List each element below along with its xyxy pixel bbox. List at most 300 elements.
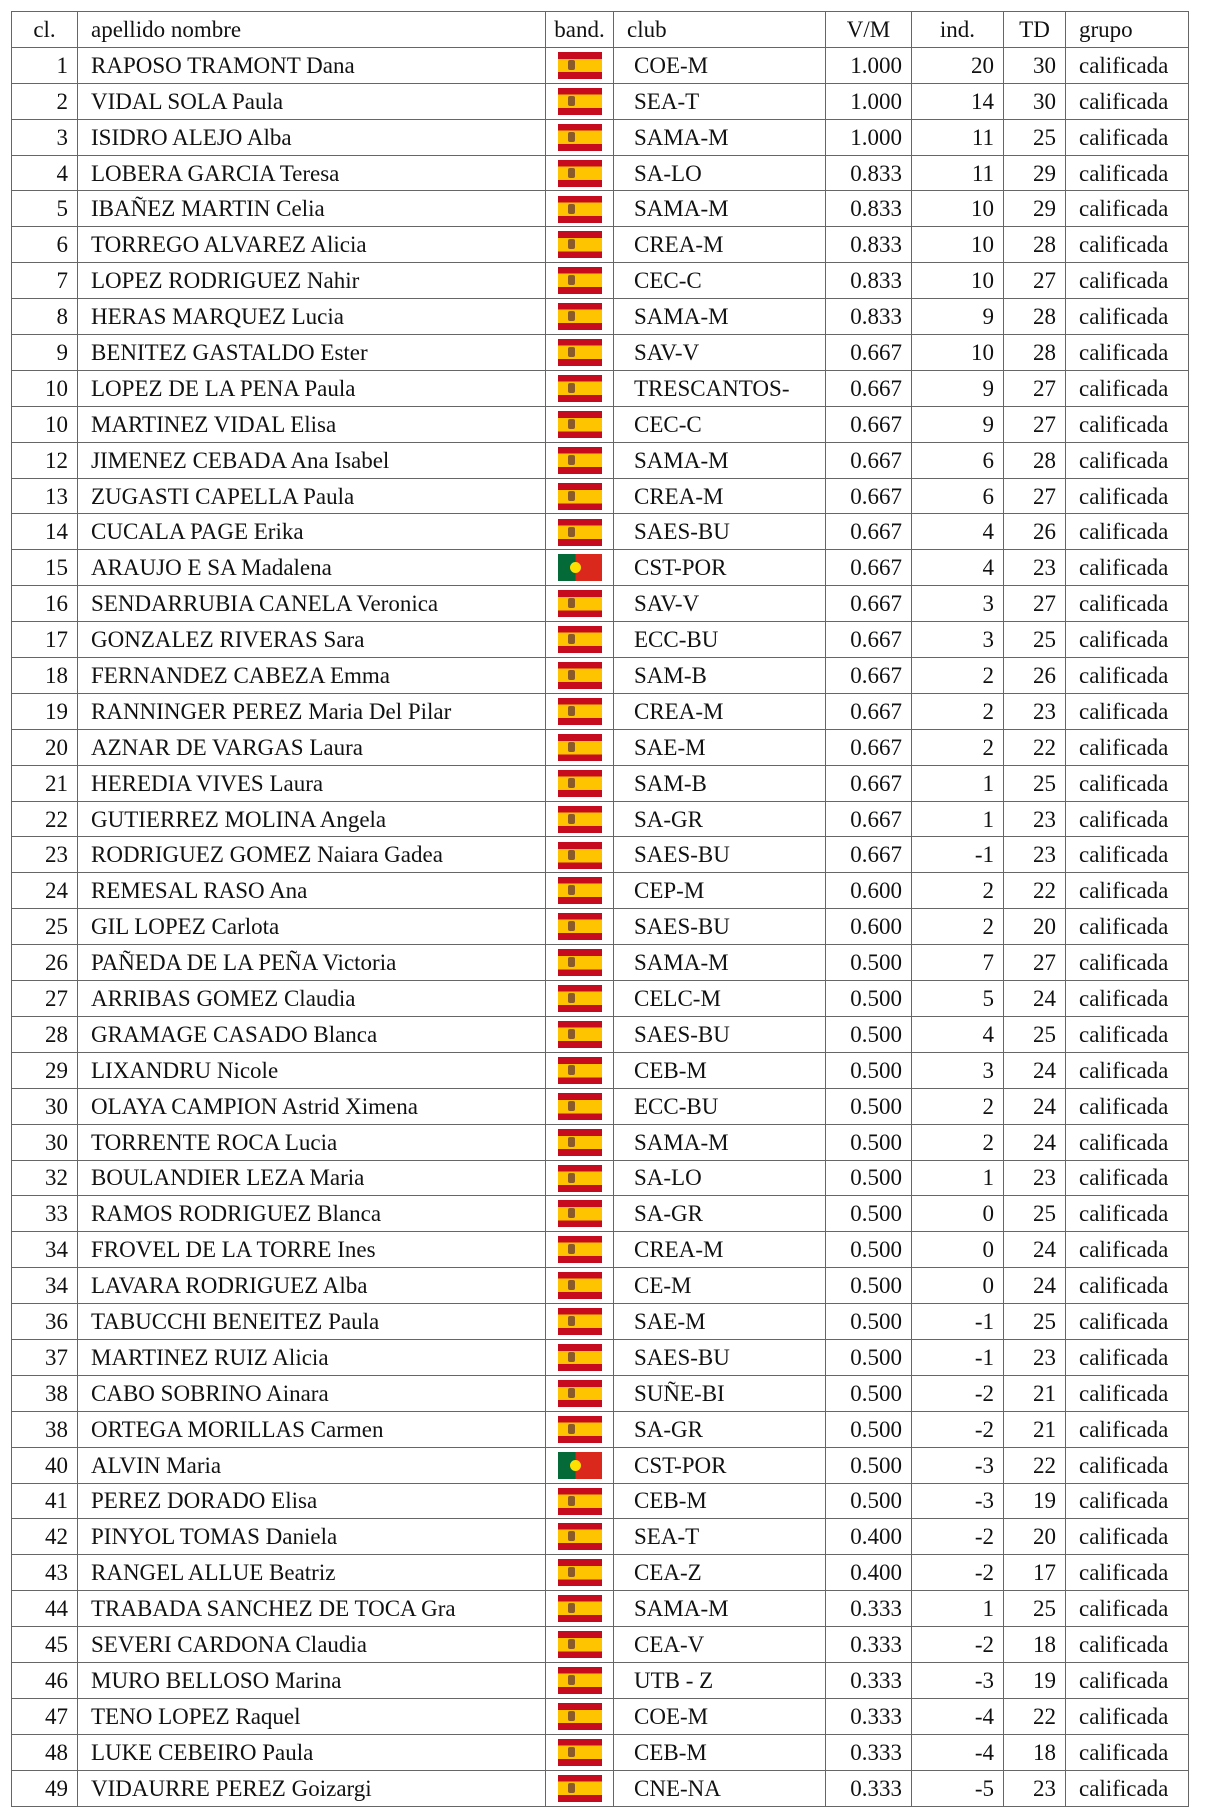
vm-cell: 0.333	[826, 1662, 912, 1698]
rank-cell: 44	[12, 1591, 78, 1627]
vm-cell: 0.500	[826, 1483, 912, 1519]
group-cell: calificada	[1066, 1304, 1189, 1340]
table-row	[12, 1770, 1189, 1806]
portugal-flag-icon	[558, 1452, 602, 1479]
ind-cell: 3	[912, 622, 1004, 658]
club-cell: CEB-M	[614, 1483, 826, 1519]
rank-cell: 22	[12, 801, 78, 837]
vm-cell: 0.500	[826, 1196, 912, 1232]
group-cell: calificada	[1066, 1088, 1189, 1124]
group-cell: calificada	[1066, 1016, 1189, 1052]
group-cell: calificada	[1066, 191, 1189, 227]
club-cell: SA-LO	[614, 1160, 826, 1196]
name-cell: LOBERA GARCIA Teresa	[78, 155, 546, 191]
spain-flag-icon	[558, 124, 602, 151]
spain-flag-icon	[558, 806, 602, 833]
group-cell: calificada	[1066, 945, 1189, 981]
rank-cell: 34	[12, 1232, 78, 1268]
table-row	[12, 514, 1189, 550]
td-cell: 17	[1004, 1555, 1066, 1591]
rank-cell: 24	[12, 873, 78, 909]
flag-cell	[546, 1698, 614, 1734]
name-cell: FROVEL DE LA TORRE Ines	[78, 1232, 546, 1268]
table-row	[12, 1555, 1189, 1591]
td-cell: 19	[1004, 1483, 1066, 1519]
name-cell: AZNAR DE VARGAS Laura	[78, 729, 546, 765]
name-cell: PINYOL TOMAS Daniela	[78, 1519, 546, 1555]
flag-cell	[546, 335, 614, 371]
group-cell: calificada	[1066, 729, 1189, 765]
table-row	[12, 693, 1189, 729]
name-cell: HERAS MARQUEZ Lucia	[78, 299, 546, 335]
flag-cell	[546, 1591, 614, 1627]
rank-cell: 8	[12, 299, 78, 335]
rank-cell: 18	[12, 658, 78, 694]
td-cell: 20	[1004, 1519, 1066, 1555]
vm-cell: 0.333	[826, 1591, 912, 1627]
spain-flag-icon	[558, 160, 602, 187]
td-cell: 23	[1004, 837, 1066, 873]
td-cell: 18	[1004, 1627, 1066, 1663]
td-cell: 18	[1004, 1734, 1066, 1770]
flag-cell	[546, 658, 614, 694]
td-cell: 25	[1004, 1016, 1066, 1052]
flag-cell	[546, 155, 614, 191]
rank-cell: 15	[12, 550, 78, 586]
vm-cell: 0.667	[826, 658, 912, 694]
name-cell: ZUGASTI CAPELLA Paula	[78, 478, 546, 514]
flag-cell	[546, 1734, 614, 1770]
name-cell: RAMOS RODRIGUEZ Blanca	[78, 1196, 546, 1232]
ind-cell: -3	[912, 1483, 1004, 1519]
group-cell: calificada	[1066, 1375, 1189, 1411]
ind-cell: -4	[912, 1698, 1004, 1734]
name-cell: CABO SOBRINO Ainara	[78, 1375, 546, 1411]
vm-cell: 0.333	[826, 1698, 912, 1734]
spain-flag-icon	[558, 1667, 602, 1694]
spain-flag-icon	[558, 1380, 602, 1407]
table-row	[12, 370, 1189, 406]
rank-cell: 32	[12, 1160, 78, 1196]
group-cell: calificada	[1066, 263, 1189, 299]
group-cell: calificada	[1066, 1339, 1189, 1375]
group-cell: calificada	[1066, 155, 1189, 191]
flag-cell	[546, 442, 614, 478]
spain-flag-icon	[558, 842, 602, 869]
group-cell: calificada	[1066, 981, 1189, 1017]
name-cell: ALVIN Maria	[78, 1447, 546, 1483]
header-name: apellido nombre	[78, 12, 546, 48]
spain-flag-icon	[558, 447, 602, 474]
table-row	[12, 586, 1189, 622]
ind-cell: 14	[912, 83, 1004, 119]
table-row	[12, 765, 1189, 801]
name-cell: CUCALA PAGE Erika	[78, 514, 546, 550]
td-cell: 23	[1004, 693, 1066, 729]
td-cell: 28	[1004, 227, 1066, 263]
club-cell: SAES-BU	[614, 514, 826, 550]
ind-cell: -2	[912, 1627, 1004, 1663]
ind-cell: 9	[912, 370, 1004, 406]
group-cell: calificada	[1066, 693, 1189, 729]
name-cell: RANGEL ALLUE Beatriz	[78, 1555, 546, 1591]
flag-cell	[546, 1411, 614, 1447]
flag-cell	[546, 1627, 614, 1663]
flag-cell	[546, 550, 614, 586]
flag-cell	[546, 945, 614, 981]
ind-cell: 6	[912, 478, 1004, 514]
ind-cell: 0	[912, 1232, 1004, 1268]
name-cell: GRAMAGE CASADO Blanca	[78, 1016, 546, 1052]
flag-cell	[546, 1052, 614, 1088]
td-cell: 21	[1004, 1411, 1066, 1447]
td-cell: 22	[1004, 729, 1066, 765]
club-cell: CE-M	[614, 1268, 826, 1304]
group-cell: calificada	[1066, 837, 1189, 873]
ind-cell: 2	[912, 873, 1004, 909]
club-cell: CREA-M	[614, 1232, 826, 1268]
table-row	[12, 227, 1189, 263]
rank-cell: 16	[12, 586, 78, 622]
spain-flag-icon	[558, 662, 602, 689]
vm-cell: 0.500	[826, 1232, 912, 1268]
vm-cell: 0.667	[826, 406, 912, 442]
flag-cell	[546, 227, 614, 263]
rank-cell: 6	[12, 227, 78, 263]
flag-cell	[546, 622, 614, 658]
spain-flag-icon	[558, 375, 602, 402]
flag-cell	[546, 1339, 614, 1375]
td-cell: 25	[1004, 119, 1066, 155]
rank-cell: 49	[12, 1770, 78, 1806]
club-cell: SAMA-M	[614, 945, 826, 981]
td-cell: 24	[1004, 1088, 1066, 1124]
club-cell: SEA-T	[614, 1519, 826, 1555]
name-cell: REMESAL RASO Ana	[78, 873, 546, 909]
club-cell: SUÑE-BI	[614, 1375, 826, 1411]
rank-cell: 23	[12, 837, 78, 873]
ind-cell: 10	[912, 335, 1004, 371]
group-cell: calificada	[1066, 765, 1189, 801]
td-cell: 23	[1004, 550, 1066, 586]
group-cell: calificada	[1066, 1519, 1189, 1555]
vm-cell: 0.500	[826, 1124, 912, 1160]
group-cell: calificada	[1066, 1411, 1189, 1447]
table-row	[12, 550, 1189, 586]
group-cell: calificada	[1066, 478, 1189, 514]
flag-cell	[546, 873, 614, 909]
td-cell: 20	[1004, 909, 1066, 945]
group-cell: calificada	[1066, 1734, 1189, 1770]
spain-flag-icon	[558, 770, 602, 797]
name-cell: GUTIERREZ MOLINA Angela	[78, 801, 546, 837]
vm-cell: 1.000	[826, 119, 912, 155]
flag-cell	[546, 1304, 614, 1340]
vm-cell: 0.500	[826, 1339, 912, 1375]
club-cell: CST-POR	[614, 1447, 826, 1483]
club-cell: CEA-V	[614, 1627, 826, 1663]
name-cell: BENITEZ GASTALDO Ester	[78, 335, 546, 371]
ind-cell: -4	[912, 1734, 1004, 1770]
table-row	[12, 622, 1189, 658]
spain-flag-icon	[558, 52, 602, 79]
ind-cell: 1	[912, 1160, 1004, 1196]
rank-cell: 34	[12, 1268, 78, 1304]
spain-flag-icon	[558, 483, 602, 510]
table-row	[12, 873, 1189, 909]
ind-cell: 3	[912, 1052, 1004, 1088]
club-cell: SAE-M	[614, 1304, 826, 1340]
name-cell: GONZALEZ RIVERAS Sara	[78, 622, 546, 658]
group-cell: calificada	[1066, 873, 1189, 909]
td-cell: 24	[1004, 1124, 1066, 1160]
vm-cell: 0.333	[826, 1734, 912, 1770]
club-cell: SAMA-M	[614, 1591, 826, 1627]
td-cell: 25	[1004, 765, 1066, 801]
ind-cell: 10	[912, 263, 1004, 299]
spain-flag-icon	[558, 1559, 602, 1586]
name-cell: BOULANDIER LEZA Maria	[78, 1160, 546, 1196]
table-row	[12, 1304, 1189, 1340]
vm-cell: 0.500	[826, 1052, 912, 1088]
group-cell: calificada	[1066, 1591, 1189, 1627]
club-cell: SAE-M	[614, 729, 826, 765]
group-cell: calificada	[1066, 1447, 1189, 1483]
name-cell: RODRIGUEZ GOMEZ Naiara Gadea	[78, 837, 546, 873]
name-cell: IBAÑEZ MARTIN Celia	[78, 191, 546, 227]
vm-cell: 0.667	[826, 729, 912, 765]
vm-cell: 0.667	[826, 801, 912, 837]
vm-cell: 0.833	[826, 263, 912, 299]
name-cell: MARTINEZ RUIZ Alicia	[78, 1339, 546, 1375]
spain-flag-icon	[558, 949, 602, 976]
flag-cell	[546, 191, 614, 227]
flag-cell	[546, 47, 614, 83]
spain-flag-icon	[558, 267, 602, 294]
td-cell: 25	[1004, 622, 1066, 658]
flag-cell	[546, 119, 614, 155]
rank-cell: 37	[12, 1339, 78, 1375]
table-row	[12, 155, 1189, 191]
rank-cell: 17	[12, 622, 78, 658]
vm-cell: 0.500	[826, 1088, 912, 1124]
flag-cell	[546, 1447, 614, 1483]
club-cell: CEB-M	[614, 1734, 826, 1770]
spain-flag-icon	[558, 1739, 602, 1766]
club-cell: CREA-M	[614, 693, 826, 729]
rank-cell: 10	[12, 370, 78, 406]
rank-cell: 3	[12, 119, 78, 155]
spain-flag-icon	[558, 698, 602, 725]
name-cell: PAÑEDA DE LA PEÑA Victoria	[78, 945, 546, 981]
flag-cell	[546, 1483, 614, 1519]
group-cell: calificada	[1066, 1268, 1189, 1304]
name-cell: FERNANDEZ CABEZA Emma	[78, 658, 546, 694]
name-cell: ORTEGA MORILLAS Carmen	[78, 1411, 546, 1447]
club-cell: COE-M	[614, 1698, 826, 1734]
spain-flag-icon	[558, 985, 602, 1012]
header-group: grupo	[1066, 12, 1189, 48]
table-row	[12, 191, 1189, 227]
name-cell: MURO BELLOSO Marina	[78, 1662, 546, 1698]
flag-cell	[546, 1232, 614, 1268]
flag-cell	[546, 586, 614, 622]
spain-flag-icon	[558, 734, 602, 761]
group-cell: calificada	[1066, 1232, 1189, 1268]
flag-cell	[546, 765, 614, 801]
ind-cell: -2	[912, 1555, 1004, 1591]
flag-cell	[546, 83, 614, 119]
club-cell: SAM-B	[614, 658, 826, 694]
table-row	[12, 801, 1189, 837]
group-cell: calificada	[1066, 1627, 1189, 1663]
rank-cell: 19	[12, 693, 78, 729]
name-cell: OLAYA CAMPION Astrid Ximena	[78, 1088, 546, 1124]
spain-flag-icon	[558, 1236, 602, 1263]
td-cell: 23	[1004, 1339, 1066, 1375]
table-row	[12, 837, 1189, 873]
flag-cell	[546, 1555, 614, 1591]
name-cell: SENDARRUBIA CANELA Veronica	[78, 586, 546, 622]
table-row	[12, 1232, 1189, 1268]
ind-cell: 11	[912, 155, 1004, 191]
name-cell: LAVARA RODRIGUEZ Alba	[78, 1268, 546, 1304]
vm-cell: 0.833	[826, 155, 912, 191]
spain-flag-icon	[558, 590, 602, 617]
td-cell: 29	[1004, 155, 1066, 191]
ind-cell: 2	[912, 729, 1004, 765]
rank-cell: 40	[12, 1447, 78, 1483]
group-cell: calificada	[1066, 370, 1189, 406]
rank-cell: 30	[12, 1124, 78, 1160]
name-cell: VIDAURRE PEREZ Goizargi	[78, 1770, 546, 1806]
club-cell: SAES-BU	[614, 1016, 826, 1052]
td-cell: 24	[1004, 1268, 1066, 1304]
table-row	[12, 1662, 1189, 1698]
rank-cell: 26	[12, 945, 78, 981]
table-row	[12, 1411, 1189, 1447]
group-cell: calificada	[1066, 335, 1189, 371]
vm-cell: 0.667	[826, 514, 912, 550]
ind-cell: 11	[912, 119, 1004, 155]
vm-cell: 0.333	[826, 1627, 912, 1663]
table-row	[12, 981, 1189, 1017]
vm-cell: 0.600	[826, 909, 912, 945]
flag-cell	[546, 1016, 614, 1052]
club-cell: SAM-B	[614, 765, 826, 801]
vm-cell: 0.500	[826, 1411, 912, 1447]
rank-cell: 25	[12, 909, 78, 945]
spain-flag-icon	[558, 1703, 602, 1730]
td-cell: 22	[1004, 1447, 1066, 1483]
rank-cell: 36	[12, 1304, 78, 1340]
ind-cell: 1	[912, 765, 1004, 801]
spain-flag-icon	[558, 411, 602, 438]
name-cell: TENO LOPEZ Raquel	[78, 1698, 546, 1734]
table-row	[12, 729, 1189, 765]
flag-cell	[546, 981, 614, 1017]
ind-cell: -2	[912, 1375, 1004, 1411]
club-cell: SAMA-M	[614, 442, 826, 478]
name-cell: PEREZ DORADO Elisa	[78, 1483, 546, 1519]
td-cell: 22	[1004, 1698, 1066, 1734]
club-cell: CREA-M	[614, 478, 826, 514]
table-row	[12, 263, 1189, 299]
spain-flag-icon	[558, 1595, 602, 1622]
rank-cell: 5	[12, 191, 78, 227]
ind-cell: 2	[912, 1124, 1004, 1160]
vm-cell: 0.667	[826, 478, 912, 514]
header-vm: V/M	[826, 12, 912, 48]
club-cell: CEP-M	[614, 873, 826, 909]
ind-cell: -1	[912, 837, 1004, 873]
td-cell: 27	[1004, 945, 1066, 981]
ind-cell: 3	[912, 586, 1004, 622]
rank-cell: 46	[12, 1662, 78, 1698]
td-cell: 26	[1004, 658, 1066, 694]
table-row	[12, 47, 1189, 83]
header-td: TD	[1004, 12, 1066, 48]
ind-cell: -2	[912, 1519, 1004, 1555]
ind-cell: 5	[912, 981, 1004, 1017]
flag-cell	[546, 263, 614, 299]
rank-cell: 14	[12, 514, 78, 550]
ind-cell: 0	[912, 1268, 1004, 1304]
table-row	[12, 1447, 1189, 1483]
flag-cell	[546, 370, 614, 406]
vm-cell: 0.500	[826, 945, 912, 981]
group-cell: calificada	[1066, 299, 1189, 335]
rank-cell: 28	[12, 1016, 78, 1052]
name-cell: JIMENEZ CEBADA Ana Isabel	[78, 442, 546, 478]
spain-flag-icon	[558, 1308, 602, 1335]
flag-cell	[546, 1088, 614, 1124]
ind-cell: 7	[912, 945, 1004, 981]
table-row	[12, 945, 1189, 981]
group-cell: calificada	[1066, 1555, 1189, 1591]
rank-cell: 38	[12, 1375, 78, 1411]
group-cell: calificada	[1066, 227, 1189, 263]
club-cell: TRESCANTOS-	[614, 370, 826, 406]
td-cell: 30	[1004, 83, 1066, 119]
group-cell: calificada	[1066, 1698, 1189, 1734]
td-cell: 28	[1004, 299, 1066, 335]
spain-flag-icon	[558, 1021, 602, 1048]
spain-flag-icon	[558, 1523, 602, 1550]
name-cell: GIL LOPEZ Carlota	[78, 909, 546, 945]
table-row	[12, 1124, 1189, 1160]
name-cell: HEREDIA VIVES Laura	[78, 765, 546, 801]
club-cell: SAV-V	[614, 586, 826, 622]
vm-cell: 0.833	[826, 299, 912, 335]
ind-cell: 4	[912, 514, 1004, 550]
ind-cell: 10	[912, 227, 1004, 263]
club-cell: SAMA-M	[614, 119, 826, 155]
td-cell: 25	[1004, 1304, 1066, 1340]
club-cell: SAMA-M	[614, 191, 826, 227]
rank-cell: 33	[12, 1196, 78, 1232]
name-cell: SEVERI CARDONA Claudia	[78, 1627, 546, 1663]
ind-cell: 9	[912, 299, 1004, 335]
club-cell: SAES-BU	[614, 837, 826, 873]
group-cell: calificada	[1066, 83, 1189, 119]
td-cell: 24	[1004, 1052, 1066, 1088]
vm-cell: 0.500	[826, 1016, 912, 1052]
ind-cell: 4	[912, 1016, 1004, 1052]
portugal-flag-icon	[558, 554, 602, 581]
vm-cell: 0.333	[826, 1770, 912, 1806]
ind-cell: -1	[912, 1339, 1004, 1375]
